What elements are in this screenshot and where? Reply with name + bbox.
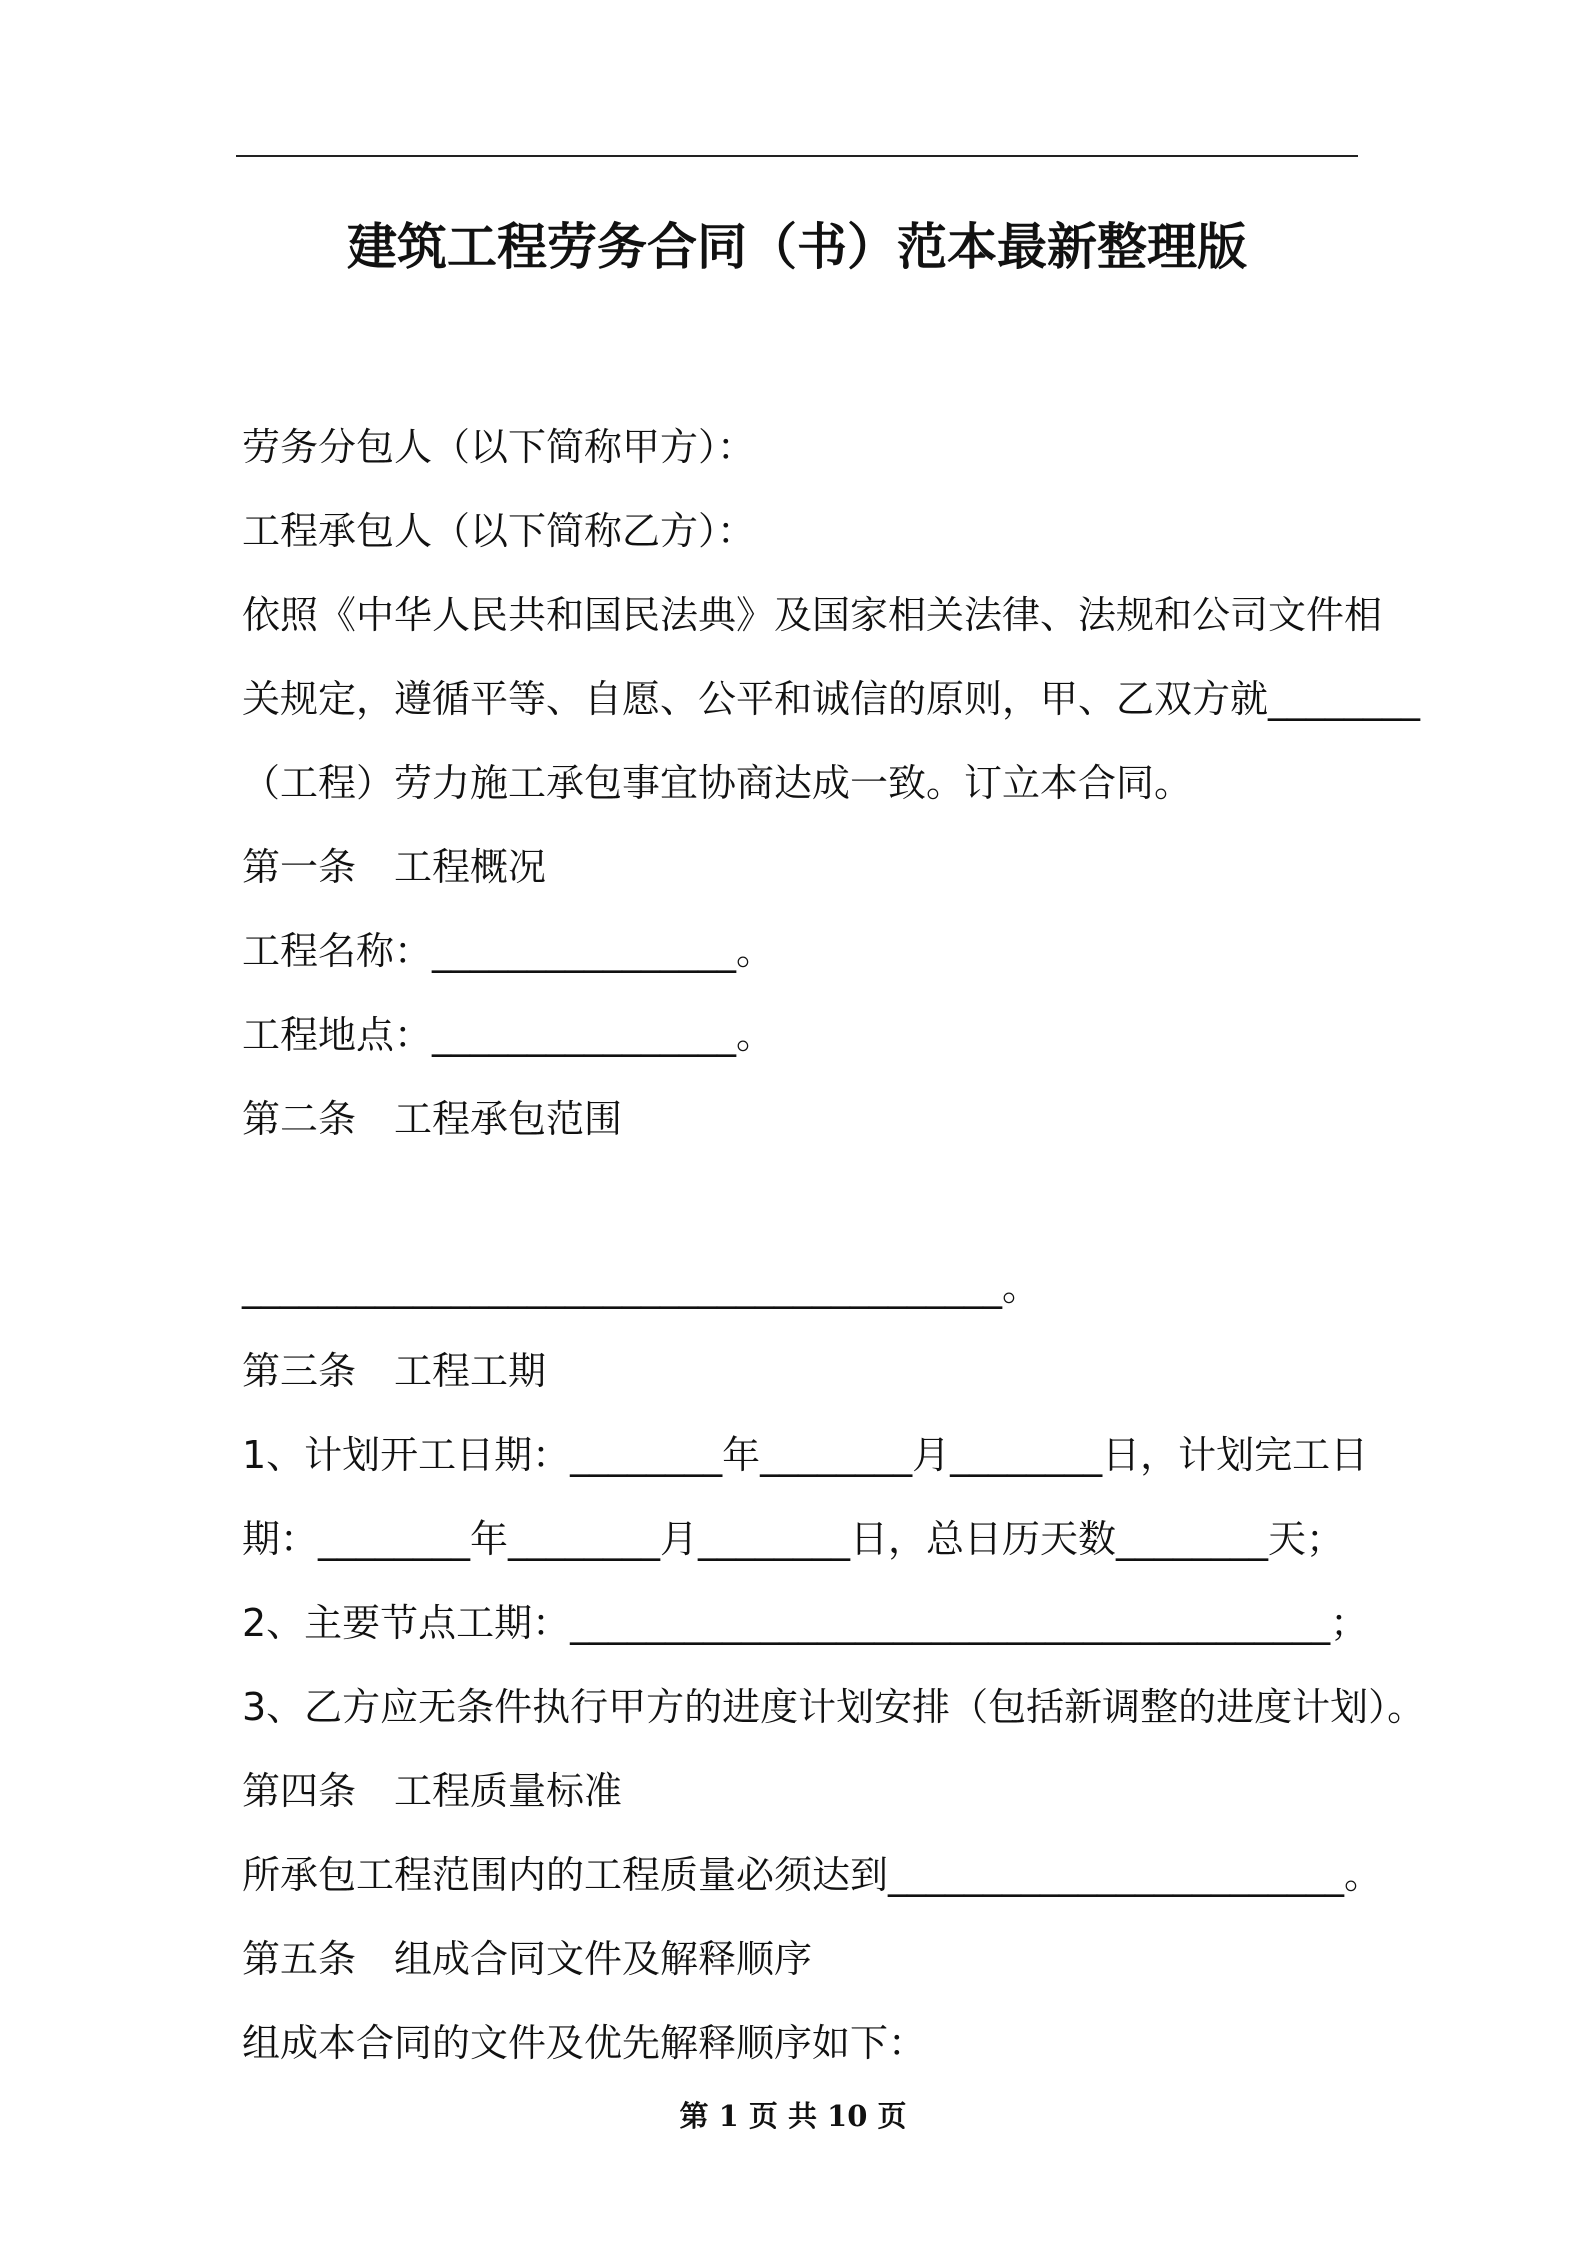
schedule-line-1: 1、计划开工日期：________年________月________日，计划完工日: [242, 1433, 1369, 1477]
preamble-line-3: （工程）劳力施工承包事宜协商达成一致。订立本合同。: [242, 761, 1193, 805]
page-number: 第 1 页 共 10 页: [679, 2099, 907, 2133]
document-body: [242, 405, 1426, 2085]
scope-blank-line: ________________________________________。: [242, 1265, 1041, 1309]
project-name-line: 工程名称：________________。: [242, 929, 775, 973]
article-3-heading: 第三条 工程工期: [242, 1349, 547, 1393]
preamble-line-2: 关规定，遵循平等、自愿、公平和诚信的原则，甲、乙双方就________: [242, 677, 1421, 721]
party-a-line: 劳务分包人（以下简称甲方）：: [242, 425, 756, 469]
preamble-line-1: 依照《中华人民共和国民法典》及国家相关法律、法规和公司文件相: [242, 593, 1383, 637]
document-order-line: 组成本合同的文件及优先解释顺序如下：: [242, 2021, 927, 2065]
article-1-heading: 第一条 工程概况: [242, 845, 547, 889]
project-location-line: 工程地点：________________。: [242, 1013, 775, 1057]
milestone-line: 2、主要节点工期：________________________________________；: [242, 1601, 1369, 1645]
document-title: 建筑工程劳务合同（书）范本最新整理版: [347, 218, 1247, 276]
quality-line: 所承包工程范围内的工程质量必须达到________________________。: [242, 1853, 1383, 1897]
article-4-heading: 第四条 工程质量标准: [242, 1769, 623, 1813]
article-2-heading: 第二条 工程承包范围: [242, 1097, 623, 1141]
header-rule: [236, 155, 1358, 157]
party-b-line: 工程承包人（以下简称乙方）：: [242, 509, 756, 553]
schedule-line-2: 期：________年________月________日，总日历天数________天；: [242, 1517, 1345, 1561]
progress-plan-line: 3、乙方应无条件执行甲方的进度计划安排（包括新调整的进度计划）。: [242, 1685, 1426, 1729]
article-5-heading: 第五条 组成合同文件及解释顺序: [242, 1937, 813, 1981]
blank-line: [242, 1161, 1362, 1245]
